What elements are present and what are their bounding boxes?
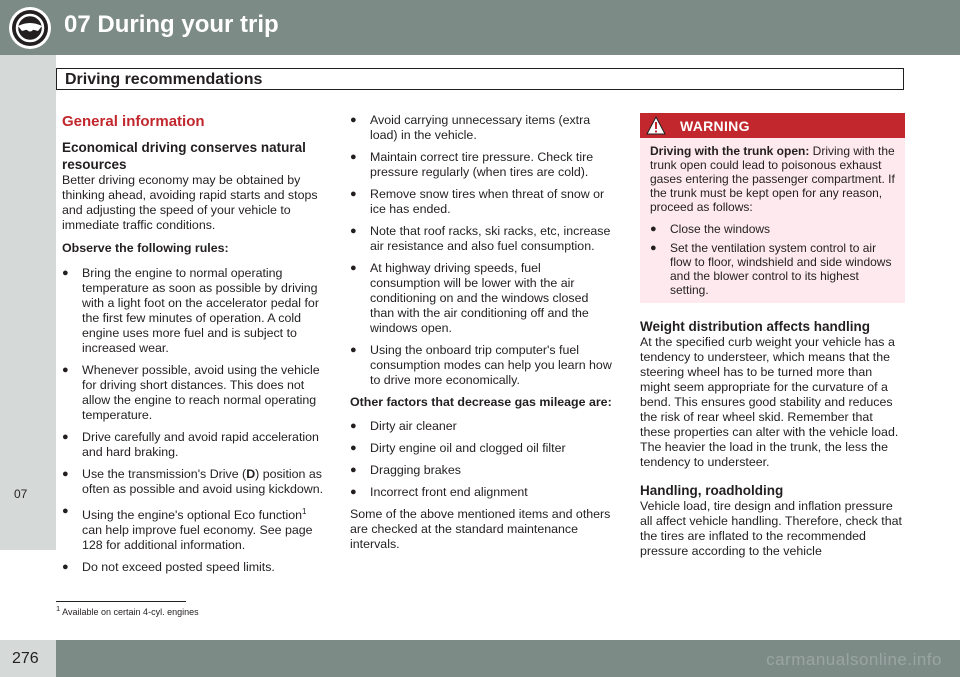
list-item: ● Bring the engine to normal operating temperature as soon as possible by driving with a light foot on the accelerator pedal for the first few minutes of operation. A cold engine uses more fuel and is subject to increased wear. [62, 266, 319, 355]
section-title: Driving recommendations [65, 71, 263, 88]
chapter-side-tab[interactable] [0, 55, 56, 550]
heading-weight-distribution: Weight distribution affects handling [640, 319, 870, 334]
volvo-steering-wheel-icon [8, 6, 52, 50]
rules-list [62, 266, 324, 575]
page-number: 276 [12, 650, 39, 667]
list-item: ● Dirty engine oil and clogged oil filter [350, 441, 566, 455]
closing-text: Some of the above mentioned items and others are checked at the standard maintenance intervals. [350, 507, 611, 551]
list-item: ● Using the onboard trip computer's fuel consumption modes can help you learn how to drive more economically. [350, 343, 612, 387]
factors-list [350, 419, 612, 500]
warning-box [640, 113, 905, 303]
section-header [56, 68, 904, 90]
footnote: $^1$ Available on certain 4-cyl. engines [56, 604, 199, 617]
list-item: ● Set the ventilation system control to air flow to floor, windshield and side windows and the blower control to its highest setting. [650, 241, 892, 297]
heading-handling-roadholding: Handling, roadholding [640, 483, 784, 498]
chapter-title: 07 During your trip [64, 11, 279, 38]
side-tab-label: 07 [14, 487, 28, 501]
list-item: ● Close the windows [650, 222, 771, 236]
warning-text: Driving with the trunk open could lead to poisonous exhaust gases entering the passenger compartment. If the trunk must be kept open for any reason, proceed as follows: [650, 144, 895, 214]
list-item: ● At highway driving speeds, fuel consumption will be lower with the air conditioning on and the windows closed than with the air conditioning off and the windows open. [350, 261, 589, 335]
list-item: ● Dragging brakes [350, 463, 461, 477]
list-item: ● Maintain correct tire pressure. Check tire pressure regularly (when tires are cold). [350, 150, 594, 179]
factors-label: Other factors that decrease gas mileage are: [350, 395, 612, 409]
heading-general-information: General information [62, 113, 205, 130]
list-item: ● Remove snow tires when threat of snow or ice has ended. [350, 187, 605, 216]
economy-list [350, 113, 612, 388]
column-3 [640, 318, 905, 565]
list-item: ● Use the transmission's Drive (D) position as often as possible and avoid using kickdown. [62, 467, 324, 496]
warning-header [640, 113, 905, 138]
list-item: ● Dirty air cleaner [350, 419, 457, 433]
column-1 [62, 114, 324, 582]
list-item: ● Avoid carrying unnecessary items (extra load) in the vehicle. [350, 113, 591, 142]
list-item: ● Note that roof racks, ski racks, etc, increase air resistance and also fuel consumption. [350, 224, 611, 253]
list-item: ● Drive carefully and avoid rapid acceleration and hard braking. [62, 430, 319, 459]
warning-list [650, 222, 895, 297]
list-item: ● Using the engine's optional Eco function$^1$ can help improve fuel economy. See page 128 for additional information. [62, 505, 313, 553]
subheading-natural-resources: Economical driving conserves natural resources [62, 140, 306, 172]
list-item: ● Incorrect front end alignment [350, 485, 528, 499]
footnote-divider [56, 601, 186, 602]
intro-text: Better driving economy may be obtained by thinking ahead, avoiding rapid starts and stops and adjusting the speed of your vehicle to immediate traffic conditions. [62, 173, 318, 232]
column-2 [350, 113, 612, 558]
list-item: ● Do not exceed posted speed limits. [62, 560, 275, 575]
warning-triangle-icon [646, 116, 666, 135]
side-spacer [0, 550, 56, 640]
watermark: carmanualsonline.info [766, 650, 942, 669]
weight-text: At the specified curb weight your vehicle has a tendency to understeer, which means that the steering wheel has to be turned more than might seem appropriate for the curvature of a bend. This ensures good stability and reduces the risk of rear wheel skid. Remember that these properties can alter with the vehicle load. The heavier the load in the trunk, the less the tendency to understeer. [640, 335, 899, 469]
list-item: ● Whenever possible, avoid using the vehicle for driving short distances. This does not allow the engine to reach normal operating temperature. [62, 363, 320, 422]
handling-text: Vehicle load, tire design and inflation pressure all affect vehicle handling. Therefore, check that the tires are inflated to the recommended pressure according to the vehicle [640, 499, 902, 558]
rules-label: Observe the following rules: [62, 241, 229, 255]
warning-lead: Driving with the trunk open: [650, 144, 810, 158]
page-number-box [0, 640, 56, 677]
warning-title: WARNING [680, 118, 750, 134]
warning-body [640, 138, 905, 297]
footnote-ref[interactable]: 1 [302, 507, 307, 516]
